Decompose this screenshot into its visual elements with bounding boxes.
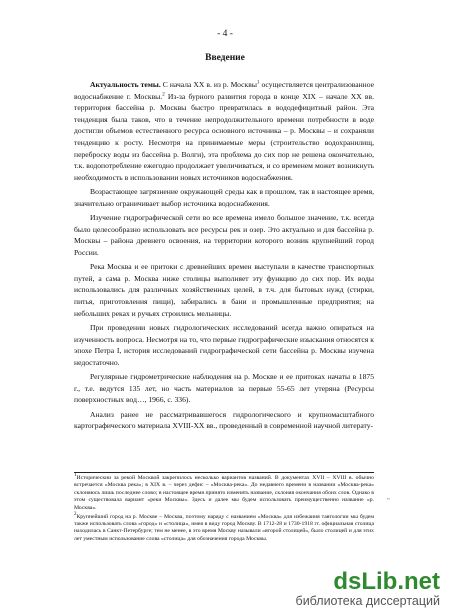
section-title: Введение: [205, 53, 245, 63]
paragraph-text: осуществляется централизованное водоснабжение г. Москвы.: [74, 80, 374, 101]
relevance-label: Актуальность темы.: [90, 80, 161, 89]
footnote-2: [74, 511, 374, 544]
paragraph-text: С начала XX в. из р. Москвы: [162, 80, 257, 89]
footnotes: [74, 475, 374, 545]
logo-wordmark: dsLib.net: [333, 568, 440, 595]
footnote-divider: [74, 472, 374, 473]
footnote-marker-1: 1: [74, 473, 77, 479]
page-number: - 4 -: [217, 29, 233, 39]
footnote-ref-2: 2: [162, 92, 165, 98]
footnote-text: Крупнейший город на р. Москве – Москва, поэтому наряду с названием «Москва» для избежания тавтологии мы будем также использовать слова «город» и «столица», имея в виду город Москву. В 1712-28 и 1730-1918 гг. официальная столица находилась в Санкт-Петербурге; тем не менее, в это время Москву называли «второй столицей», было столицей и для этих лет уместным использование слова «столица» для обозначения города Москвы.: [74, 513, 374, 542]
paragraph: Изучение гидрографической сети во все времена имело большое значение, т.к. всегда было целесообразно использовать все ресурсы рек и озер. Это актуально и для бассейна р. Москвы – района древнего освоения, на территории которого возник крупнейший город России.: [74, 213, 374, 257]
paragraph-text: Из-за бурного развития города в конце XIX – начале XX вв. территория бассейна р. Москвы быстро превратилась в вододефицитный район. Эта тенденция была таков, что в течение непродолжительного времени потребности в воде достигли объемов естественного ресурса основного источника – р. Москвы – и сохраняли тенденцию к росту. Несмотря на принимаемые меры (строительство водохранилищ, переброску воды из бассейна р. Волги), эта проблема до сих пор не решена окончательно, т.к. водопотребление ежегодно продолжает увеличиваться, и со временем может возникнуть необходимость в использовании новых источников водоснабжения.: [74, 91, 375, 182]
paragraph: Возрастающее загрязнение окружающей среды как в прошлом, так в настоящее время, значительно ограничивает выбор источника водоснабжения.: [74, 187, 374, 208]
body-text: [74, 79, 374, 435]
paragraph: Анализ ранее не рассматривавшегося гидрологического и крупномасштабного картографического материала XVIII-XX вв., проведенный в современной научной литерату-: [74, 409, 374, 431]
footnote-1: [74, 475, 374, 512]
margin-mark: ": [387, 497, 390, 505]
footnote-marker-2: 2: [74, 511, 77, 517]
footnote-text: Историческии за рекой Москвой закрепилось несколько вариантов названий. В документах XVII – XVIII в. обычно встречается «Москва река»; в XIX в. – через дефис – «Москва-река». До недавнего времени в названии «Москва-река» склоняюсь лишь последнее слово; в настоящее время принято изменять название, склоняя окончания обоих слов. Однако в этом существовала вариант «реки Москвы». Здесь и далее мы будем использовать преимущественно название «р. Москва».: [74, 475, 374, 511]
logo-tagline: библиотека диссертаций: [295, 594, 440, 608]
paragraph: Регулярные гидрометрические наблюдения на р. Москве и ее притоках начаты в 1875 г., т.е. ведутся 135 лет, но часть материалов за первые 55-65 лет утеряна (Ресурсы поверхностных вод…, 1966, с. 336).: [74, 372, 374, 405]
watermark-logo: [296, 570, 440, 608]
paragraph: При проведении новых гидрологических исследований всегда важно опираться на изученность вопроса. Несмотря на то, что первые гидрографические изыскания относятся к эпохе Петра I, история исследований гидрографической сети бассейна р. Москвы изучена недостаточно.: [74, 323, 374, 367]
paragraph-relevance: [74, 79, 374, 183]
paragraph: Река Москва и ее притоки с древнейших времен выступали в качестве транспортных путей, а сама р. Москва ниже столицы выполняет эту функцию до сих пор. Их воды использовались для различных хозяйственных целей, в т.ч. для бытовых нужд (стирки, питья, приготовления пищи), забирались в бани и промышленные предприятия; на небольших реках и ручьях строились мельницы.: [74, 262, 374, 318]
footnote-ref-1: 1: [256, 80, 260, 86]
